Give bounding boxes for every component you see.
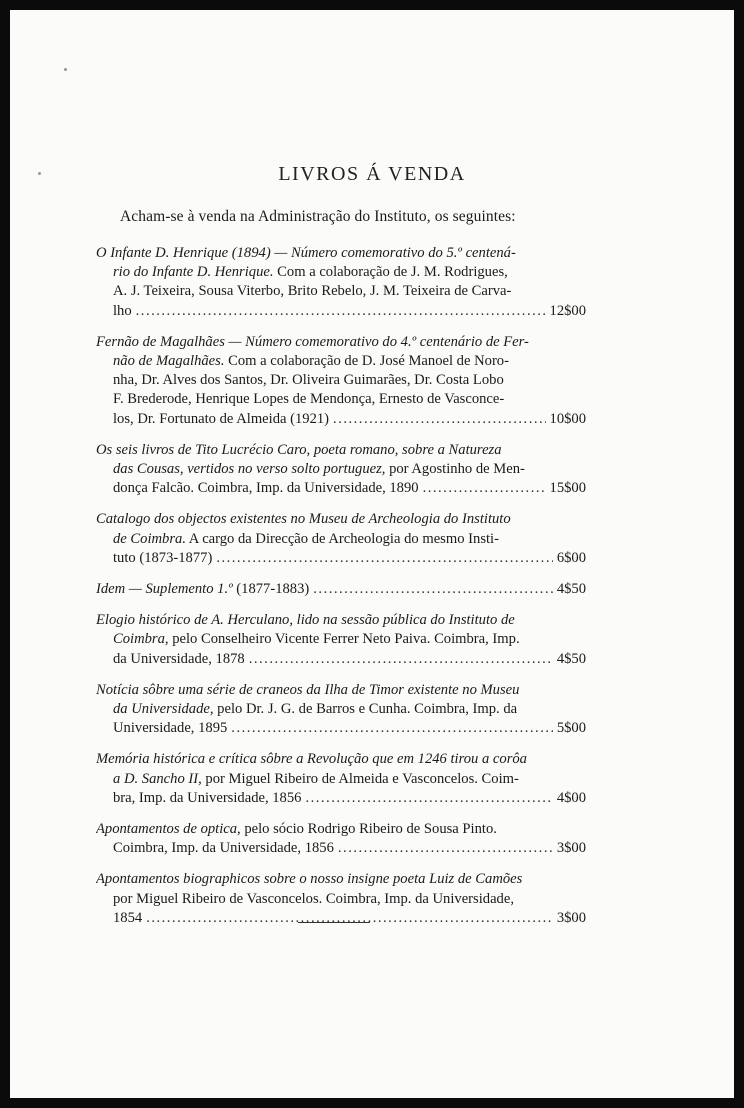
entry-line: [96, 890, 586, 909]
closing-rule: [298, 922, 370, 923]
entry-last-text: Universidade, 1895: [113, 720, 228, 737]
leader-dots: [146, 909, 553, 928]
entry-line: [96, 770, 586, 789]
entry-last-text: los, Dr. Fortunato de Almeida (1921): [113, 410, 330, 427]
entry-price: 3$00: [556, 909, 586, 926]
entry-title-text: a D. Sancho II,: [113, 770, 202, 787]
book-entry: [96, 611, 586, 669]
entry-text: pelo Dr. J. G. de Barros e Cunha. Coimbra, Imp. da: [213, 701, 518, 718]
entry-line: [96, 700, 586, 719]
book-entry: [96, 510, 586, 568]
entry-price: 6$00: [556, 549, 586, 566]
entry-title-text: Catalogo dos objectos existentes no Museu de Archeologia do Instituto: [96, 511, 511, 528]
leader-dots: [333, 410, 545, 429]
book-entry: [96, 244, 586, 321]
entry-title-text: rio do Infante D. Henrique.: [113, 264, 274, 281]
entry-last-text: tuto (1873-1877): [113, 549, 213, 566]
entry-price: 15$00: [549, 480, 586, 497]
entry-line: [96, 371, 586, 390]
entry-price-line: [96, 839, 586, 858]
entry-price: 10$00: [549, 410, 586, 427]
entry-line: [96, 611, 586, 630]
entry-price: 4$00: [556, 789, 586, 806]
entry-line: [96, 510, 586, 529]
entry-text: pelo Conselheiro Vicente Ferrer Neto Paiva. Coimbra, Imp.: [168, 631, 520, 648]
entry-text: Com a colaboração de D. José Manoel de Noro-: [224, 353, 509, 370]
entry-title-text: Apontamentos de optica,: [96, 821, 241, 838]
entry-title-text: de Coimbra.: [113, 530, 186, 547]
entry-text: (1877-1883): [232, 581, 310, 598]
entry-last-text: 1854: [113, 909, 143, 926]
entry-price-line: [96, 789, 586, 808]
book-entry: [96, 681, 586, 739]
entry-line: [96, 263, 586, 282]
entry-title-text: Idem — Suplemento 1.º: [96, 581, 233, 598]
entry-text: nha, Dr. Alves dos Santos, Dr. Oliveira Guimarães, Dr. Costa Lobo: [113, 372, 504, 389]
entry-last-text: lho: [113, 302, 132, 319]
entry-text: F. Brederode, Henrique Lopes de Mendonça, Ernesto de Vasconce-: [113, 391, 505, 408]
entry-line: [96, 750, 586, 769]
book-entry: [96, 580, 586, 599]
leader-dots: [313, 580, 553, 599]
intro-text: Acham-se à venda na Administração do Instituto, os seguintes:: [120, 208, 516, 225]
entry-title-text: Apontamentos biographicos sobre o nosso insigne poeta Luiz de Camões: [96, 871, 523, 888]
entry-price-line: [96, 410, 586, 429]
entry-price-line: [96, 719, 586, 738]
entry-text: pelo sócio Rodrigo Ribeiro de Sousa Pinto.: [240, 821, 497, 838]
leader-dots: [423, 479, 546, 498]
entry-text: por Miguel Ribeiro de Vasconcelos. Coimbra, Imp. da Universidade,: [113, 890, 514, 907]
entry-price: 4$50: [556, 650, 586, 667]
leader-dots: [216, 549, 553, 568]
entry-line: [96, 390, 586, 409]
entry-line: [96, 333, 586, 352]
entry-last-text: [96, 580, 309, 599]
entry-title-text: Os seis livros de Tito Lucrécio Caro, poeta romano, sobre a Natureza: [96, 441, 502, 458]
entry-line: [96, 870, 586, 889]
leader-dots: [136, 302, 546, 321]
entry-last-text: bra, Imp. da Universidade, 1856: [113, 789, 302, 806]
entry-line: [96, 352, 586, 371]
entry-price: 12$00: [549, 302, 586, 319]
entry-title-text: da Universidade,: [113, 701, 214, 718]
page: [10, 10, 734, 1098]
entry-line: [96, 441, 586, 460]
entry-text: Com a colaboração de J. M. Rodrigues,: [273, 264, 508, 281]
book-entry: [96, 750, 586, 808]
entry-line: [96, 530, 586, 549]
entry-text: A cargo da Direcção de Archeologia do mesmo Insti-: [185, 530, 499, 547]
book-entry: [96, 441, 586, 499]
leader-dots: [231, 719, 553, 738]
entry-last-text: da Universidade, 1878: [113, 650, 245, 667]
entry-text: por Miguel Ribeiro de Almeida e Vasconcelos. Coim-: [201, 770, 519, 787]
entry-price-line: [96, 580, 586, 599]
entry-title-text: Notícia sôbre uma série de craneos da Ilha de Timor existente no Museu: [96, 681, 520, 698]
paper-speck: [64, 68, 67, 71]
entry-title-text: Elogio histórico de A. Herculano, lido na sessão pública do Instituto de: [96, 612, 515, 629]
entry-text: A. J. Teixeira, Sousa Viterbo, Brito Rebelo, J. M. Teixeira de Carva-: [113, 283, 512, 300]
entry-title-text: Fernão de Magalhães — Número comemorativo do 4.º centenário de Fer-: [96, 333, 529, 350]
entry-title-text: não de Magalhães.: [113, 353, 225, 370]
entry-line: [96, 282, 586, 301]
entry-last-text: Coimbra, Imp. da Universidade, 1856: [113, 840, 334, 857]
entry-line: [96, 820, 586, 839]
leader-dots: [338, 839, 553, 858]
entry-title-text: das Cousas, vertidos no verso solto portuguez,: [113, 461, 386, 478]
entry-line: [96, 460, 586, 479]
entry-line: [96, 681, 586, 700]
entry-title-text: Coimbra,: [113, 631, 169, 648]
entry-last-text: donça Falcão. Coimbra, Imp. da Universidade, 1890: [113, 480, 419, 497]
entry-price-line: [96, 479, 586, 498]
book-entry: [96, 333, 586, 429]
entry-line: [96, 244, 586, 263]
entry-price: 4$50: [556, 581, 586, 598]
entry-price: 3$00: [556, 840, 586, 857]
entry-price-line: [96, 549, 586, 568]
entry-title-text: Memória histórica e crítica sôbre a Revolução que em 1246 tirou a corôa: [96, 751, 527, 768]
leader-dots: [305, 789, 552, 808]
entry-price-line: [96, 302, 586, 321]
entry-line: [96, 630, 586, 649]
entry-title-text: O Infante D. Henrique (1894) — Número comemorativo do 5.º centená-: [96, 245, 516, 261]
page-title: LIVROS Á VENDA: [278, 163, 466, 185]
book-entry: [96, 870, 586, 928]
entry-price-line: [96, 909, 586, 928]
entry-price: 5$00: [556, 720, 586, 737]
book-list: [96, 244, 586, 940]
entry-text: por Agostinho de Men-: [385, 461, 525, 478]
leader-dots: [249, 650, 553, 669]
book-entry: [96, 820, 586, 858]
entry-price-line: [96, 650, 586, 669]
